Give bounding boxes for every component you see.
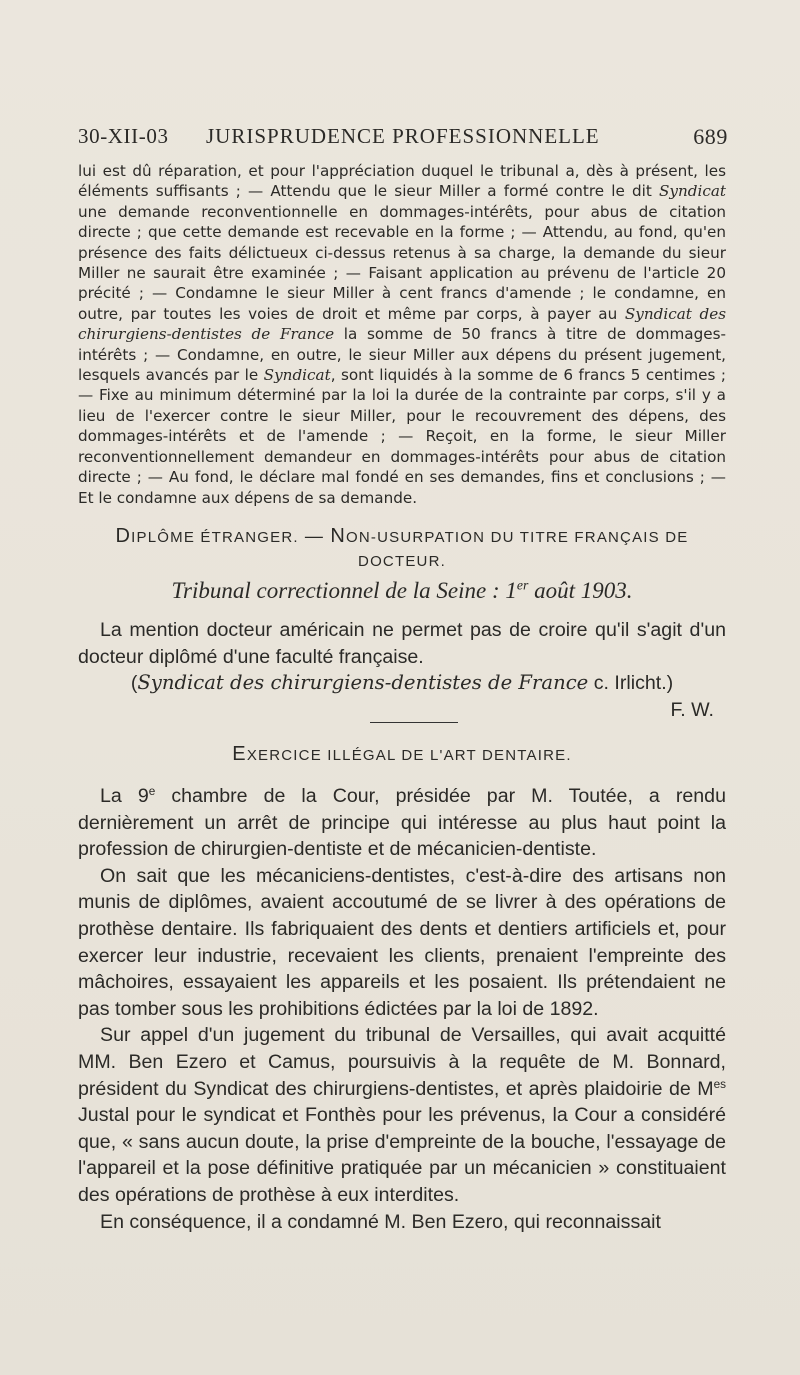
separator-rule — [370, 722, 458, 723]
text-run: Sur appel d'un jugement du tribunal de Versailles, qui avait acquitté MM. Ben Ezero et Camus, poursuivis à la requête de M. Bonnard, président du Syndicat des chirurgiens-dentistes, et après plaidoirie de M — [78, 1024, 726, 1100]
section1-body — [78, 617, 726, 723]
court-name: Tribunal correctionnel de la Seine : 1 — [171, 578, 517, 603]
header-title: JURISPRUDENCE PROFESSIONNELLE — [206, 124, 600, 148]
italic-run: Syndicat des chirurgiens-dentistes de France — [137, 671, 589, 695]
court-reference — [78, 578, 726, 604]
section-title-diplome — [78, 524, 726, 574]
section2-body — [78, 783, 726, 1235]
paren: ( — [130, 672, 138, 695]
title-rest: ON-USURPATION DU TITRE FRANÇAIS DE — [345, 529, 689, 546]
signature: F. W. — [670, 698, 714, 721]
title-rest: IPLÔME ÉTRANGER. — [131, 529, 299, 546]
italic-run: Syndicat — [658, 182, 726, 201]
superscript: e — [148, 784, 156, 798]
section-title-exercice — [78, 742, 726, 768]
text-run: lui est dû réparation, et pour l'appréciation duquel le tribunal a, dès à présent, les éléments suffisants ; — Attendu que le sieur Miller a formé contre le dit — [78, 162, 726, 201]
header-date: 30-XII-03 — [78, 124, 169, 148]
text-run: , sont liquidés à la somme de 6 francs 5 centimes ; — Fixe au minimum déterminé par la loi la durée de la contrainte par corps, s'il y a lieu de l'exercer contre le sieur Miller, pour le recouvrement des dépens, des dommages-intérêts et de l'amende ; — Reçoit, en la forme, le sieur Miller reconventionnellement demandeur en dommages-intérêts pour abus de citation directe ; — Au fond, le déclare mal fondé en ses demandes, fins et conclusions ; — Et le condamne aux dépens de sa demande. — [78, 366, 726, 507]
court-date: août 1903. — [528, 578, 633, 603]
section-title-line: DOCTEUR. — [358, 553, 446, 570]
text-run: chambre de la Cour, présidée par M. Toutée, a rendu dernièrement un arrêt de principe qui intéresse au plus haut point la profession de chirurgien-dentiste et de mécanicien-dentiste. — [78, 785, 726, 861]
case-reference — [78, 670, 726, 697]
text-run: c. Irlicht.) — [588, 672, 674, 695]
text-run: La 9 — [100, 785, 149, 807]
section-title-line — [78, 524, 726, 550]
superscript: er — [516, 577, 529, 593]
title-cap: E — [232, 743, 247, 765]
running-header — [78, 124, 728, 152]
paragraph: En conséquence, il a condamné M. Ben Ezero, qui reconnaissait — [100, 1210, 661, 1233]
text-run: une demande reconventionnelle en dommages-intérêts, pour abus de citation directe ; que cette demande est recevable en la forme ; — Attendu, au fond, qu'en présence des faits délictueux ci-dessus retenus à sa charge, la demande du sieur Miller ne saurait être examinée ; — Faisant application au prévenu de l'article 20 précité ; — Condamne le sieur Miller à cent francs d'amende ; le condamne, en outre, par toutes les voies de droit et même par corps, à payer au — [78, 202, 726, 323]
text-run: Justal pour le syndicat et Fonthès pour les prévenus, la Cour a considéré que, « sans aucun doute, la prise d'empreinte de la bouche, l'essayage de l'appareil et la pose définitive pratiquée par un mécanicien » constituaient des opérations de prothèse à eux interdites. — [78, 1104, 726, 1206]
paragraph — [78, 1022, 726, 1208]
title-dash: — — [298, 526, 331, 546]
judgment-paragraph — [78, 161, 726, 508]
italic-run: Syndicat — [263, 366, 331, 385]
paragraph: On sait que les mécaniciens-dentistes, c'est-à-dire des artisans non munis de diplômes, avaient accoutumé de se livrer à des opérations de prothèse dentaire. Ils fabriquaient des dents et dentiers artificiels et, pour exercer leur industrie, recevaient les clients, prenaient l'empreinte des mâchoires, essayaient les appareils et les posaient. Ils prétendaient ne pas tomber sous les prohibitions édictées par la loi de 1892. — [78, 864, 726, 1020]
italic-run: Syndicat des chirurgiens-dentistes de France — [78, 304, 726, 344]
text-run: la somme de 50 francs à titre de dommages-intérêts ; — Condamne, en outre, le sieur Miller aux dépens du présent jugement, lesquels avancés par le — [78, 325, 726, 385]
title-cap: N — [330, 525, 346, 547]
superscript: es — [713, 1077, 726, 1091]
paragraph — [78, 783, 726, 863]
title-cap: D — [115, 525, 132, 547]
title-rest: XERCICE ILLÉGAL DE L'ART DENTAIRE. — [246, 747, 572, 764]
judgment-continuation — [78, 161, 726, 508]
summary-paragraph: La mention docteur américain ne permet pas de croire qu'il s'agit d'un docteur diplômé d'une faculté française. — [78, 619, 726, 668]
page-number: 689 — [693, 124, 728, 149]
